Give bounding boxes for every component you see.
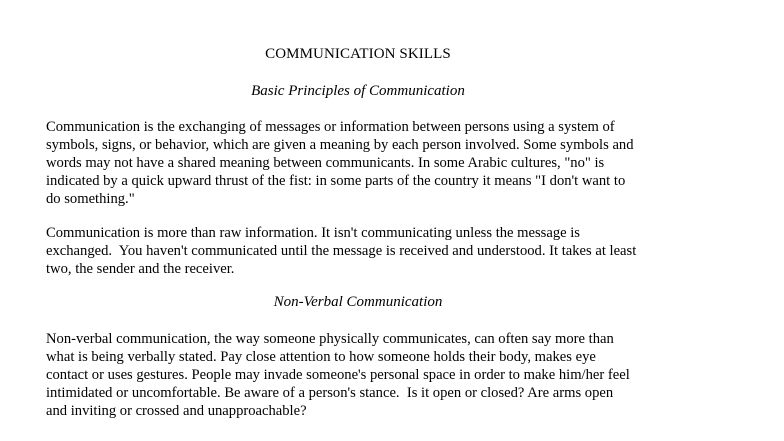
section-heading-basic-principles: Basic Principles of Communication — [251, 83, 465, 99]
paragraph-exchange — [46, 224, 726, 278]
paragraph-line: exchanged. You haven't communicated until the message is received and understood. It takes at least — [46, 243, 637, 259]
paragraph-line: contact or uses gestures. People may invade someone's personal space in order to make him/her feel — [46, 367, 630, 383]
paragraph-line: words may not have a shared meaning between communicants. In some Arabic cultures, "no" is — [46, 155, 605, 171]
paragraph-definition — [46, 118, 726, 208]
paragraph-non-verbal — [46, 330, 726, 420]
paragraph-line: and inviting or crossed and unapproachable? — [46, 403, 307, 419]
paragraph-line: Communication is more than raw information. It isn't communicating unless the message is — [46, 225, 580, 241]
paragraph-line: what is being verbally stated. Pay close attention to how someone holds their body, makes eye — [46, 349, 596, 365]
paragraph-line: intimidated or uncomfortable. Be aware of a person's stance. Is it open or closed? Are arms open — [46, 385, 614, 401]
paragraph-line: indicated by a quick upward thrust of the fist: in some parts of the country it means "I don't want to — [46, 173, 626, 189]
paragraph-line: symbols, signs, or behavior, which are given a meaning by each person involved. Some symbols and — [46, 137, 634, 153]
paragraph-line: two, the sender and the receiver. — [46, 261, 235, 277]
paragraph-line: do something." — [46, 191, 135, 207]
paragraph-line: Non-verbal communication, the way someone physically communicates, can often say more than — [46, 331, 614, 347]
document-title: COMMUNICATION SKILLS — [265, 46, 451, 62]
paragraph-line: Communication is the exchanging of messages or information between persons using a system of — [46, 119, 615, 135]
section-heading-non-verbal: Non-Verbal Communication — [273, 294, 443, 310]
